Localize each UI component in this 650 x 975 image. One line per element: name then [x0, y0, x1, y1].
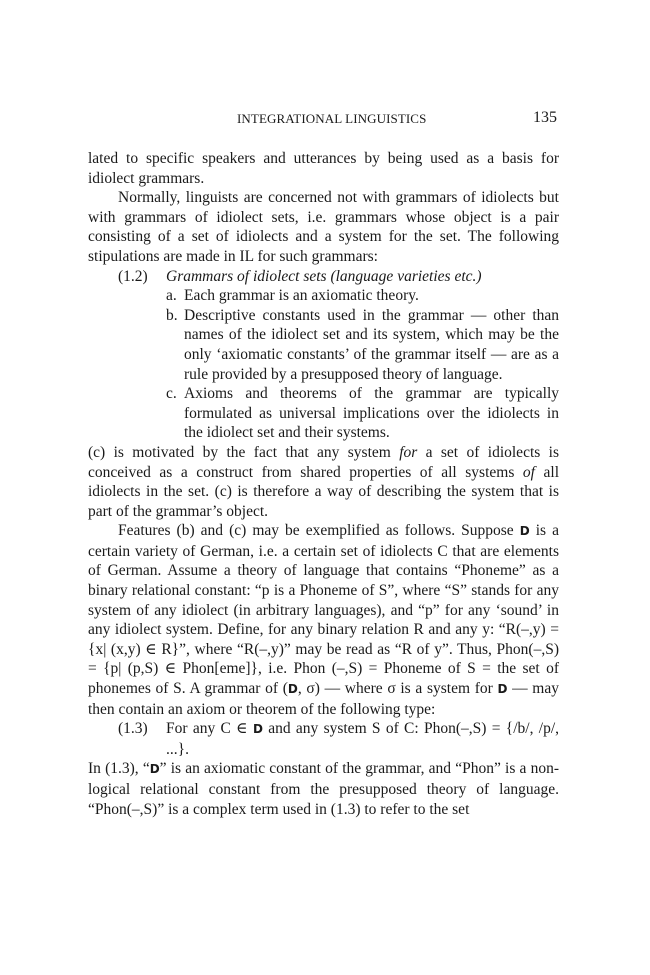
example-number: (1.2) — [118, 267, 148, 285]
variety-symbol: D — [287, 682, 298, 697]
example-title: Grammars of idiolect sets (language varieties etc.) — [166, 267, 482, 285]
paragraph-continuation: lated to specific speakers and utterances by being used as a basis for idiolect grammars. — [88, 150, 559, 187]
example-item — [166, 306, 559, 384]
example-1-2 — [88, 267, 559, 443]
example-1-3 — [88, 719, 559, 759]
running-title: INTEGRATIONAL LINGUISTICS — [237, 111, 427, 126]
item-letter: a. — [166, 287, 177, 305]
example-item — [166, 384, 559, 443]
variety-symbol: D — [497, 682, 508, 697]
item-text: Axioms and theorems of the grammar are typically formulated as universal implications over the idiolects in the idiolect set and their systems. — [184, 385, 559, 442]
item-letter: c. — [166, 385, 177, 403]
example-number: (1.3) — [118, 720, 148, 738]
paragraph-example: Features (b) and (c) may be exemplified as follows. Suppose D is a certain variety of German, i.e. a certain set of idiolects C that are elements of German. Assume a theory of language that contains “Phoneme” as a binary relational constant: “p is a Phoneme of S”, where “S” stands for any system of any idiolect (in arbitrary languages), and “p” for any ‘sound’ in any idiolect system. Define, for any binary relation R and any y: “R(–,y) = {x| (x,y) ∈ R}”, where “R(–,y)” may be read as “R of y”. Thus, Phon(–,S) = {p| (p,S) ∈ Phon[eme]}, i.e. Phon (–,S) = Phoneme of S = the set of phonemes of S. A grammar of (D, σ) — where σ is a system for D — may then contain an axiom or theorem of the following type: — [88, 522, 560, 718]
body-text — [88, 149, 559, 819]
paragraph-idiolect-sets: Normally, linguists are concerned not with grammars of idiolects but with grammars of idiolect sets, i.e. grammars whose object is a pair consisting of a set of idiolects and a system for the set. The following stipulations are made in IL for such grammars: — [88, 189, 559, 265]
example-item — [166, 286, 559, 306]
running-header — [0, 111, 650, 131]
paragraph-axiomatic-constant: In (1.3), “D” is an axiomatic constant of the grammar, and “Phon” is a non-logical relational constant from the presupposed theory of language. “Phon(–,S)” is a complex term used in (1.3) to refer to the set — [88, 760, 559, 818]
variety-symbol: D — [149, 762, 160, 777]
item-text: Each grammar is an axiomatic theory. — [184, 287, 419, 305]
example-items — [166, 286, 559, 443]
variety-symbol: D — [519, 524, 530, 539]
example-text: For any C ∈ D and any system S of C: Phon(–,S) = {/b/, /p/, ...}. — [166, 720, 559, 758]
variety-symbol: D — [252, 722, 263, 737]
page-number: 135 — [533, 109, 557, 126]
item-text: Descriptive constants used in the grammar — other than names of the idiolect set and its system, which may be the only ‘axiomatic constants’ of the grammar itself — are as a rule provided by a presupposed theory of language. — [184, 306, 559, 383]
paragraph-motivation: (c) is motivated by the fact that any system for a set of idiolects is conceived as a construct from shared properties of all systems of all idiolects in the set. (c) is therefore a way of describing the system that is part of the grammar’s object. — [88, 443, 560, 520]
item-letter: b. — [166, 306, 178, 324]
